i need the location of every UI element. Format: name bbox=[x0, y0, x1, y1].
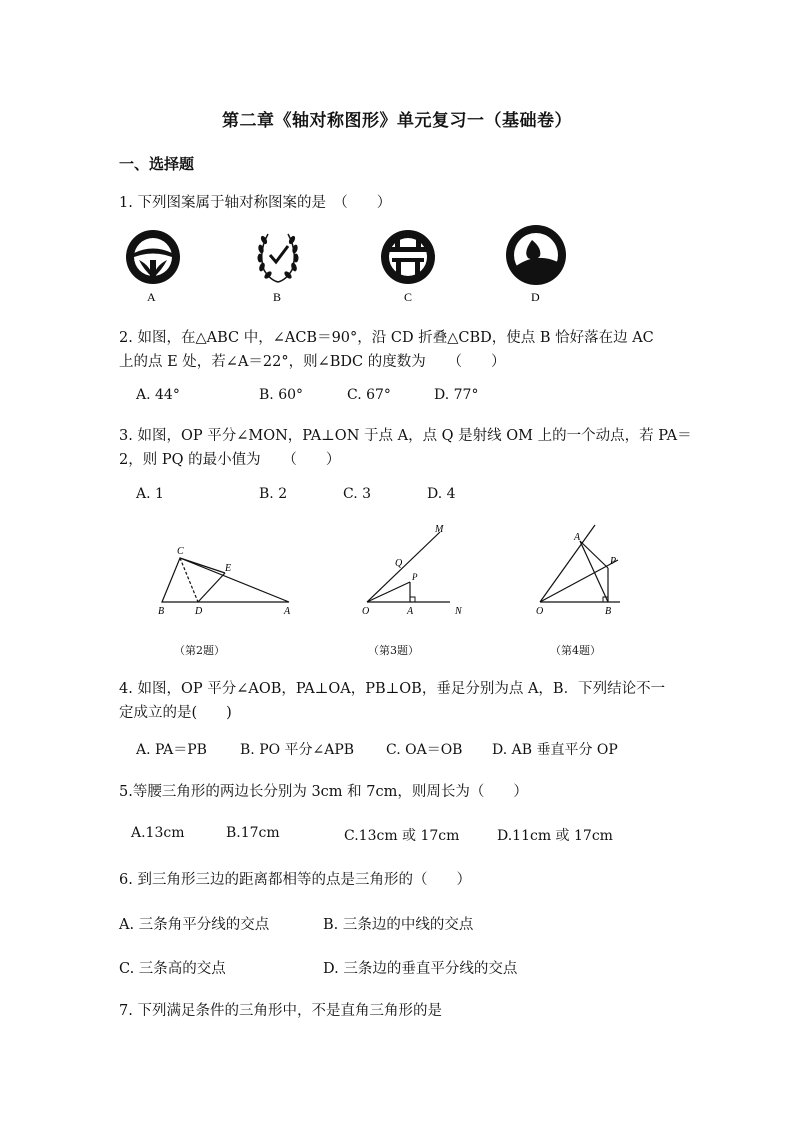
q3-option-b: B. 2 bbox=[259, 486, 288, 502]
q2-option-b: B. 60° bbox=[259, 387, 304, 403]
fig4-label-a: A bbox=[574, 532, 581, 543]
fig2-label-a: A bbox=[284, 606, 291, 617]
q6-option-d: D. 三条边的垂直平分线的交点 bbox=[323, 961, 518, 977]
fig4-label-p: P bbox=[610, 556, 617, 567]
geometry-figures bbox=[150, 520, 650, 620]
question-1: 1. 下列图案属于轴对称图案的是 （ ） bbox=[119, 195, 392, 211]
q2-option-c: C. 67° bbox=[347, 387, 391, 403]
q4-option-b: B. PO 平分∠APB bbox=[240, 742, 355, 758]
logo-c-icon bbox=[381, 230, 435, 284]
fig3-caption: （第3题） bbox=[368, 644, 419, 657]
logo-label-c: C bbox=[404, 290, 413, 304]
q2-option-d: D. 77° bbox=[434, 387, 479, 403]
fig2-label-c: C bbox=[177, 546, 184, 557]
section-heading: 一、选择题 bbox=[119, 155, 195, 173]
q5-option-a: A.13cm bbox=[131, 825, 185, 841]
question-2-line-1: 2. 如图，在△ABC 中，∠ACB＝90°，沿 CD 折叠△CBD，使点 B 恰好落在边 AC bbox=[119, 330, 654, 346]
q3-option-c: C. 3 bbox=[343, 486, 372, 502]
q6-option-c: C. 三条高的交点 bbox=[119, 961, 226, 977]
question-5: 5.等腰三角形的两边长分别为 3cm 和 7cm，则周长为（ ） bbox=[119, 784, 528, 800]
q2-option-a: A. 44° bbox=[136, 387, 180, 403]
question-4-line-2: 定成立的是( ) bbox=[119, 705, 232, 721]
page-title: 第二章《轴对称图形》单元复习一（基础卷） bbox=[222, 111, 572, 131]
logo-a-icon bbox=[126, 230, 180, 284]
fig2-label-b: B bbox=[158, 606, 165, 617]
fig3-label-a: A bbox=[407, 606, 414, 617]
logo-label-d: D bbox=[531, 290, 540, 304]
fig2-label-d: D bbox=[195, 606, 203, 617]
q4-option-d: D. AB 垂直平分 OP bbox=[492, 742, 618, 758]
q5-option-b: B.17cm bbox=[226, 825, 280, 841]
logo-b-icon bbox=[257, 234, 298, 282]
fig2-label-e: E bbox=[225, 563, 232, 574]
q3-option-a: A. 1 bbox=[136, 486, 164, 502]
fig4-label-o: O bbox=[536, 606, 544, 617]
fig4-label-b: B bbox=[605, 606, 612, 617]
question-7: 7. 下列满足条件的三角形中，不是直角三角形的是 bbox=[119, 1003, 442, 1019]
question-4-line-1: 4. 如图，OP 平分∠AOB，PA⊥OA，PB⊥OB，垂足分别为点 A，B．下列结论不一 bbox=[119, 681, 666, 697]
question-3-line-2: 2，则 PQ 的最小值为 （ ） bbox=[119, 452, 341, 468]
question-6: 6. 到三角形三边的距离都相等的点是三角形的（ ） bbox=[119, 872, 471, 888]
fig4-caption: （第4题） bbox=[550, 644, 601, 657]
q3-option-d: D. 4 bbox=[427, 486, 456, 502]
logo-label-b: B bbox=[273, 290, 282, 304]
fig3-label-o: O bbox=[362, 606, 370, 617]
q1-logo-options bbox=[118, 222, 588, 304]
question-2-line-2: 上的点 E 处，若∠A＝22°，则∠BDC 的度数为 （ ） bbox=[119, 354, 506, 370]
fig3-label-q: Q bbox=[395, 558, 403, 569]
fig3-label-m: M bbox=[435, 524, 444, 535]
q5-option-c: C.13cm 或 17cm bbox=[344, 828, 460, 844]
q4-option-a: A. PA＝PB bbox=[136, 742, 207, 758]
q6-option-a: A. 三条角平分线的交点 bbox=[119, 917, 270, 933]
fig3-label-p: P bbox=[412, 572, 418, 582]
q5-option-d: D.11cm 或 17cm bbox=[497, 828, 613, 844]
logo-d-icon bbox=[506, 225, 566, 285]
question-3-line-1: 3. 如图，OP 平分∠MON，PA⊥ON 于点 A，点 Q 是射线 OM 上的一个动点，若 PA＝ bbox=[119, 428, 692, 444]
q4-option-c: C. OA＝OB bbox=[386, 742, 463, 758]
figure-q3 bbox=[367, 532, 450, 602]
logo-label-a: A bbox=[147, 290, 156, 304]
q6-option-b: B. 三条边的中线的交点 bbox=[323, 917, 474, 933]
fig2-caption: （第2题） bbox=[174, 644, 225, 657]
fig3-label-n: N bbox=[455, 606, 462, 617]
